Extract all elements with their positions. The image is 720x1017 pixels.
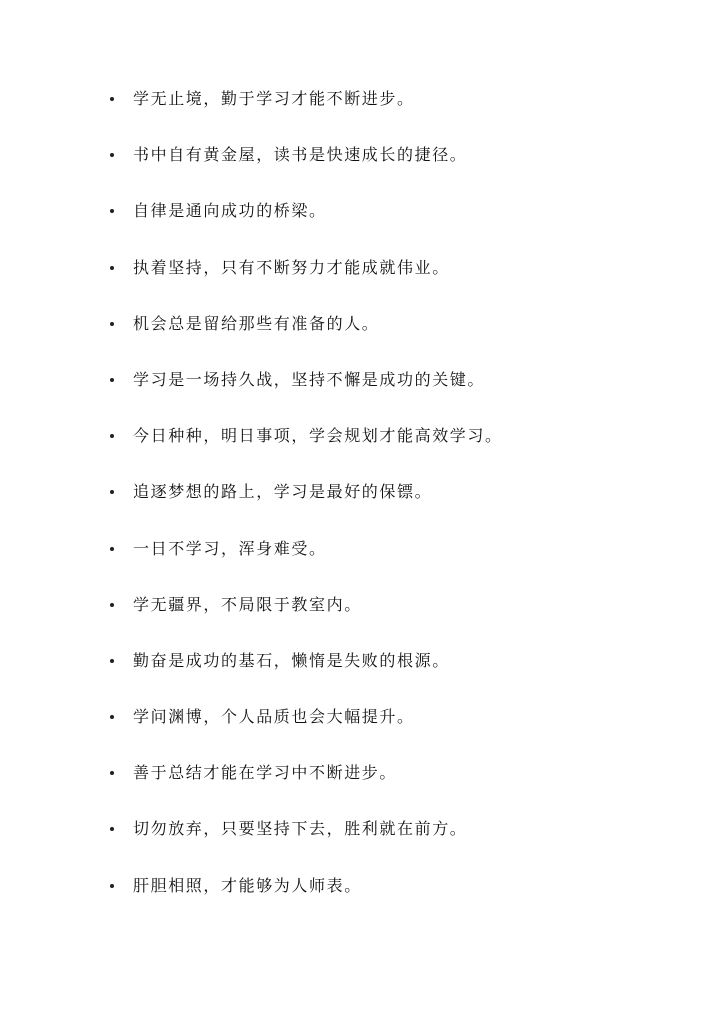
bullet-icon: [110, 434, 114, 438]
list-item: [110, 365, 690, 421]
quote-text: 追逐梦想的路上，学习是最好的保镖。: [133, 482, 433, 502]
bullet-icon: [110, 490, 114, 494]
list-item: [110, 702, 690, 758]
bullet-icon: [110, 771, 114, 775]
bullet-icon: [110, 547, 114, 551]
quote-text: 切勿放弃，只要坚持下去，胜利就在前方。: [133, 819, 468, 839]
bullet-icon: [110, 97, 114, 101]
list-item: [110, 534, 690, 590]
quote-text: 今日种种，明日事项，学会规划才能高效学习。: [133, 426, 503, 446]
quote-text: 一日不学习，浑身难受。: [133, 538, 327, 558]
quote-text: 学习是一场持久战，坚持不懈是成功的关键。: [133, 369, 486, 389]
list-item: [110, 814, 690, 870]
quote-text: 肝胆相照，才能够为人师表。: [133, 875, 362, 895]
bullet-icon: [110, 715, 114, 719]
bullet-icon: [110, 659, 114, 663]
bullet-icon: [110, 884, 114, 888]
bullet-icon: [110, 827, 114, 831]
quote-text: 善于总结才能在学习中不断进步。: [133, 763, 398, 783]
quote-text: 自律是通向成功的桥梁。: [133, 201, 327, 221]
bullet-icon: [110, 603, 114, 607]
quote-text: 机会总是留给那些有准备的人。: [133, 313, 380, 333]
list-item: [110, 646, 690, 702]
list-item: [110, 758, 690, 814]
quote-text: 书中自有黄金屋，读书是快速成长的捷径。: [133, 145, 468, 165]
quote-text: 学无疆界，不局限于教室内。: [133, 594, 362, 614]
quote-text: 勤奋是成功的基石，懒惰是失败的根源。: [133, 650, 450, 670]
list-item: [110, 421, 690, 477]
bullet-icon: [110, 209, 114, 213]
list-item: [110, 84, 690, 140]
quote-text: 学无止境，勤于学习才能不断进步。: [133, 89, 415, 108]
bullet-icon: [110, 153, 114, 157]
list-item: [110, 871, 690, 927]
list-item: [110, 477, 690, 533]
quote-text: 执着坚持，只有不断努力才能成就伟业。: [133, 257, 450, 277]
list-item: [110, 309, 690, 365]
bullet-icon: [110, 322, 114, 326]
bullet-icon: [110, 266, 114, 270]
list-item: [110, 196, 690, 252]
quote-list: [110, 84, 690, 927]
list-item: [110, 140, 690, 196]
list-item: [110, 253, 690, 309]
list-item: [110, 590, 690, 646]
quote-text: 学问渊博，个人品质也会大幅提升。: [133, 707, 415, 727]
bullet-icon: [110, 378, 114, 382]
